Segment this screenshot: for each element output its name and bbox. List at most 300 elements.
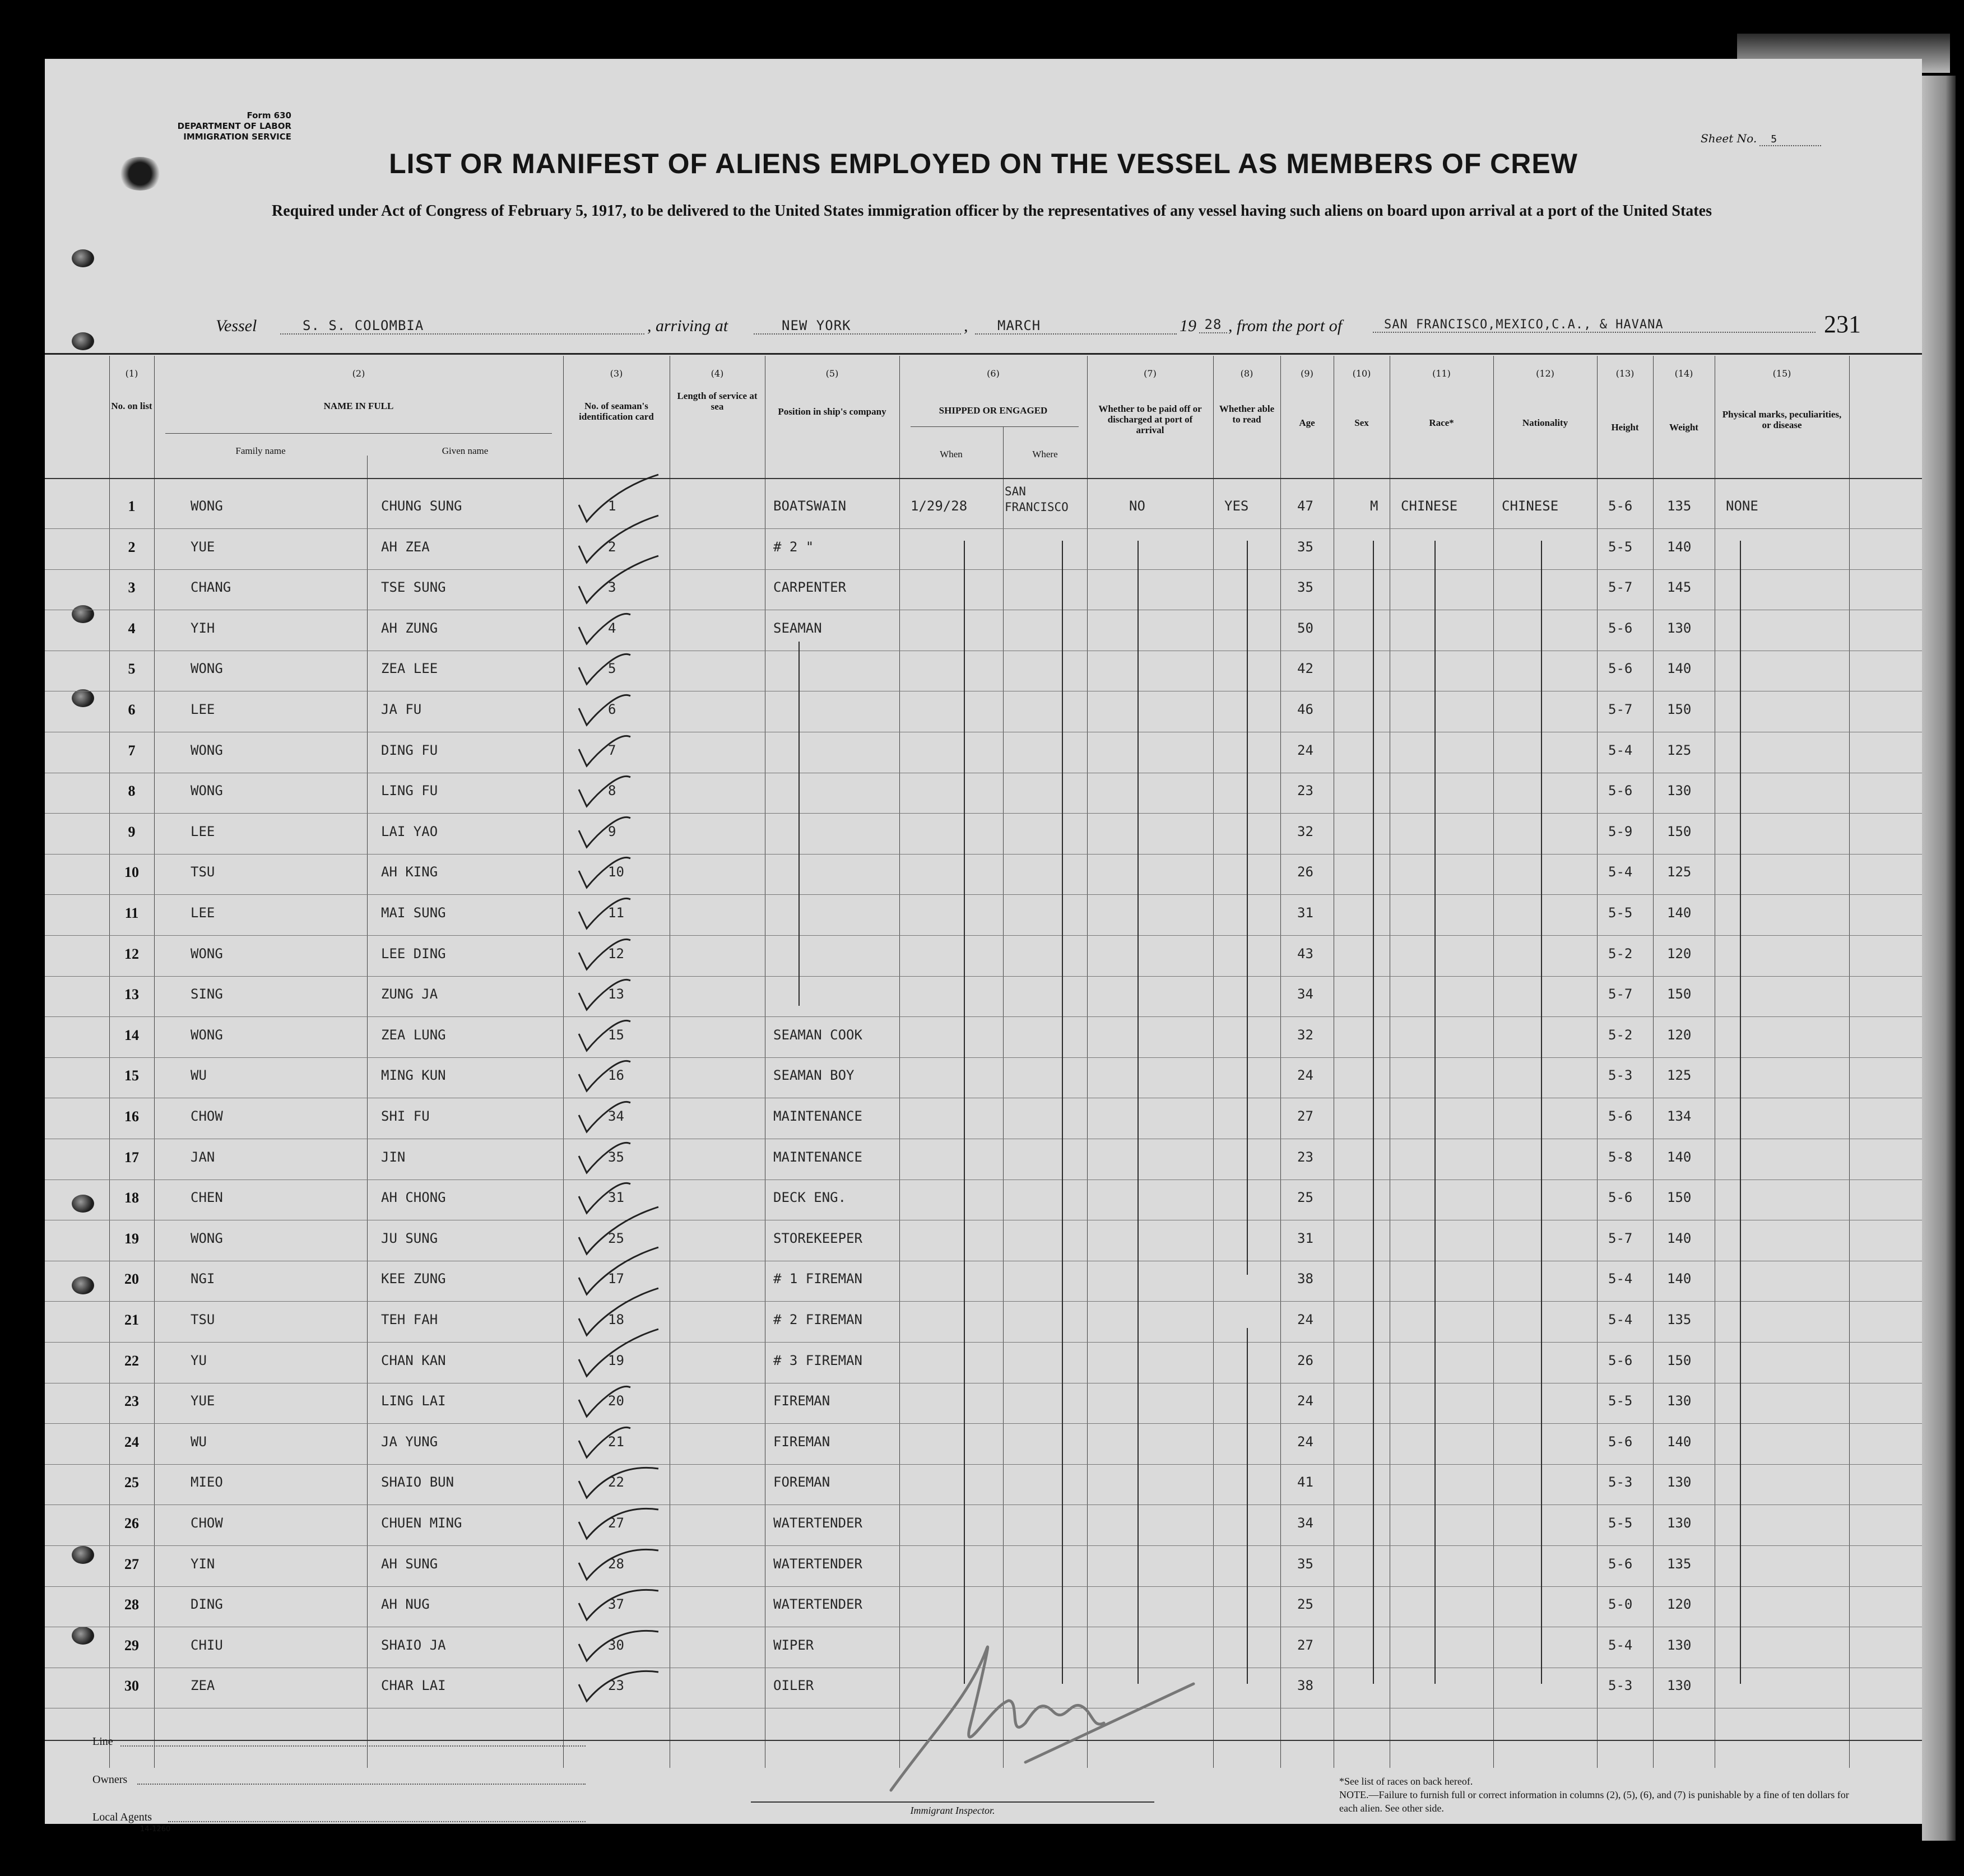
ditto-line <box>964 541 965 1684</box>
age: 35 <box>1297 538 1313 555</box>
year-prefix: 19 <box>1180 317 1196 335</box>
row-number: 5 <box>128 661 136 677</box>
family-name: WU <box>191 1067 207 1084</box>
family-name: CHEN <box>191 1190 223 1206</box>
row-number: 3 <box>128 579 136 596</box>
id-card-number: 18 <box>608 1312 624 1327</box>
height: 5-2 <box>1608 945 1633 962</box>
departure-ports: SAN FRANCISCO,MEXICO,C.A., & HAVANA <box>1373 318 1816 333</box>
row-number: 6 <box>128 702 136 718</box>
arrival-port: NEW YORK <box>754 318 961 335</box>
id-card-number: 19 <box>608 1352 624 1368</box>
header-weight: Weight <box>1669 422 1698 433</box>
weight: 125 <box>1667 864 1692 880</box>
row-rule <box>45 813 1922 814</box>
id-card-number: 35 <box>608 1149 624 1165</box>
nationality: CHINESE <box>1502 498 1559 514</box>
position: CARPENTER <box>773 579 847 596</box>
id-card-number: 30 <box>608 1637 624 1653</box>
age: 24 <box>1297 1393 1313 1409</box>
id-card-number: 3 <box>608 579 616 596</box>
age: 27 <box>1297 1637 1313 1653</box>
header-shipped: SHIPPED OR ENGAGED <box>939 405 1048 416</box>
id-card-number: 8 <box>608 783 616 799</box>
col-num-12: (12) <box>1536 368 1554 379</box>
weight: 135 <box>1667 1555 1692 1572</box>
given-name: LING LAI <box>381 1393 446 1409</box>
owners-label: Owners <box>92 1773 128 1786</box>
id-card-number: 22 <box>608 1474 624 1490</box>
height: 5-3 <box>1608 1474 1633 1490</box>
given-name: CHAR LAI <box>381 1678 446 1694</box>
col-num-2: (2) <box>352 368 365 379</box>
arrival-year: 28 <box>1199 317 1227 333</box>
given-name: MING KUN <box>381 1067 446 1084</box>
position: SEAMAN COOK <box>773 1027 862 1043</box>
row-number: 10 <box>124 864 139 881</box>
id-card-number: 28 <box>608 1555 624 1572</box>
height: 5-7 <box>1608 986 1633 1002</box>
family-name: YUE <box>191 538 215 555</box>
given-name: JU SUNG <box>381 1230 438 1246</box>
position: OILER <box>773 1678 814 1694</box>
age: 24 <box>1297 1312 1313 1327</box>
family-name: JAN <box>191 1149 215 1165</box>
weight: 150 <box>1667 1352 1692 1368</box>
family-name: ZEA <box>191 1678 215 1694</box>
weight: 130 <box>1667 1474 1692 1490</box>
row-number: 19 <box>124 1230 139 1247</box>
row-number: 7 <box>128 742 136 759</box>
given-name: SHI FU <box>381 1108 430 1124</box>
family-name: WONG <box>191 783 223 799</box>
col-num-6: (6) <box>987 368 1000 379</box>
age: 50 <box>1297 620 1313 636</box>
id-card-number: 17 <box>608 1271 624 1287</box>
page-title: LIST OR MANIFEST OF ALIENS EMPLOYED ON THE VESSEL AS MEMBERS OF CREW <box>389 148 1578 179</box>
given-name: KEE ZUNG <box>381 1271 446 1287</box>
given-name: ZUNG JA <box>381 986 438 1002</box>
col-num-11: (11) <box>1432 368 1451 379</box>
height: 5-5 <box>1608 538 1633 555</box>
id-card-number: 10 <box>608 864 624 880</box>
header-when: When <box>940 449 963 459</box>
id-card-number: 11 <box>608 905 624 921</box>
row-number: 18 <box>124 1190 139 1206</box>
age: 31 <box>1297 905 1313 921</box>
row-rule <box>45 854 1922 855</box>
id-card-number: 16 <box>608 1067 624 1084</box>
family-name: CHOW <box>191 1108 223 1124</box>
family-name: LEE <box>191 702 215 717</box>
id-card-number: 9 <box>608 823 616 839</box>
age: 26 <box>1297 864 1313 880</box>
height: 5-7 <box>1608 1230 1633 1246</box>
height: 5-3 <box>1608 1678 1633 1694</box>
age: 25 <box>1297 1596 1313 1613</box>
row-rule <box>45 976 1922 977</box>
given-name: AH SUNG <box>381 1555 438 1572</box>
height: 5-4 <box>1608 1637 1633 1653</box>
height: 5-6 <box>1608 1555 1633 1572</box>
row-rule <box>45 569 1922 570</box>
row-rule <box>45 528 1922 529</box>
given-name: CHUEN MING <box>381 1515 462 1531</box>
age: 35 <box>1297 579 1313 596</box>
weight: 150 <box>1667 1190 1692 1206</box>
line-field <box>120 1745 586 1747</box>
row-rule <box>45 1301 1922 1302</box>
family-name: LEE <box>191 905 215 921</box>
shipped-when: 1/29/28 <box>911 498 968 514</box>
height: 5-5 <box>1608 905 1633 921</box>
weight: 130 <box>1667 783 1692 799</box>
weight: 150 <box>1667 986 1692 1002</box>
row-number: 1 <box>128 498 136 514</box>
ditto-line <box>1373 541 1374 1684</box>
ditto-line <box>1740 541 1741 1684</box>
col-line <box>1213 356 1214 1768</box>
col-line <box>1597 356 1598 1768</box>
punch-hole <box>72 249 94 267</box>
id-card-number: 31 <box>608 1190 624 1206</box>
form-identifier <box>134 110 291 142</box>
family-name: MIEO <box>191 1474 223 1490</box>
weight: 150 <box>1667 702 1692 717</box>
position: DECK ENG. <box>773 1190 847 1206</box>
weight: 125 <box>1667 742 1692 758</box>
paper-edge-right <box>1922 76 1956 1841</box>
family-name: YUE <box>191 1393 215 1409</box>
id-card-number: 12 <box>608 945 624 962</box>
given-name: LEE DING <box>381 945 446 962</box>
col-line <box>1849 356 1850 1768</box>
weight: 120 <box>1667 945 1692 962</box>
age: 31 <box>1297 1230 1313 1246</box>
row-rule <box>45 1016 1922 1017</box>
owners-field <box>137 1784 586 1785</box>
row-number: 8 <box>128 783 136 800</box>
weight: 140 <box>1667 905 1692 921</box>
penalty-note: NOTE.—Failure to furnish full or correct information in columns (2), (5), (6), and (7) is punishable by a fine of ten dollars for each alien. See other side. <box>1339 1789 1849 1814</box>
header-paid-off: Whether to be paid off or discharged at port of arrival <box>1098 403 1202 435</box>
height: 5-7 <box>1608 579 1633 596</box>
row-number: 30 <box>124 1678 139 1694</box>
weight: 125 <box>1667 1067 1692 1084</box>
weight: 135 <box>1667 1312 1692 1327</box>
ditto-line <box>1247 1328 1248 1684</box>
height: 5-4 <box>1608 1271 1633 1287</box>
id-card-number: 25 <box>608 1230 624 1246</box>
sex: M <box>1370 498 1378 514</box>
given-name: AH NUG <box>381 1596 430 1613</box>
age: 41 <box>1297 1474 1313 1490</box>
id-card-number: 5 <box>608 661 616 677</box>
row-number: 28 <box>124 1596 139 1613</box>
id-card-number: 23 <box>608 1678 624 1694</box>
top-rule <box>45 353 1922 355</box>
weight: 135 <box>1667 498 1692 514</box>
height: 5-5 <box>1608 1393 1633 1409</box>
given-name: DING FU <box>381 742 438 758</box>
service-label: IMMIGRATION SERVICE <box>183 132 291 142</box>
row-number: 26 <box>124 1515 139 1531</box>
id-card-number: 6 <box>608 702 616 717</box>
given-name: SHAIO JA <box>381 1637 446 1653</box>
height: 5-2 <box>1608 1027 1633 1043</box>
line-label: Line <box>92 1735 113 1748</box>
check-mark-icon <box>574 1650 664 1711</box>
inspector-label: Immigrant Inspector. <box>910 1805 995 1816</box>
given-name: LING FU <box>381 783 438 799</box>
position: WATERTENDER <box>773 1515 862 1531</box>
race: CHINESE <box>1401 498 1458 514</box>
header-age: Age <box>1299 417 1315 428</box>
id-card-number: 34 <box>608 1108 624 1124</box>
family-name: TSU <box>191 1312 215 1327</box>
id-card-number: 2 <box>608 538 616 555</box>
ditto-line <box>1247 541 1248 1275</box>
given-name: AH ZUNG <box>381 620 438 636</box>
row-number: 14 <box>124 1027 139 1043</box>
col-num-7: (7) <box>1144 368 1157 379</box>
weight: 130 <box>1667 620 1692 636</box>
id-card-number: 1 <box>608 498 616 514</box>
weight: 120 <box>1667 1596 1692 1613</box>
given-name: AH KING <box>381 864 438 880</box>
age: 34 <box>1297 1515 1313 1531</box>
id-card-number: 37 <box>608 1596 624 1613</box>
age: 23 <box>1297 1149 1313 1165</box>
form-number: Form 630 <box>247 110 291 120</box>
position: FOREMAN <box>773 1474 830 1490</box>
age: 32 <box>1297 823 1313 839</box>
weight: 134 <box>1667 1108 1692 1124</box>
header-family-name: Family name <box>235 445 286 456</box>
age: 26 <box>1297 1352 1313 1368</box>
vessel-name: S. S. COLOMBIA <box>280 318 644 335</box>
header-able-read: Whether able to read <box>1219 403 1275 425</box>
family-name: WONG <box>191 742 223 758</box>
family-name: YU <box>191 1352 207 1368</box>
height: 5-8 <box>1608 1149 1633 1165</box>
family-name: WU <box>191 1433 207 1450</box>
height: 5-6 <box>1608 783 1633 799</box>
header-height: Height <box>1611 422 1639 433</box>
given-name: TSE SUNG <box>381 579 446 596</box>
page-subtitle: Required under Act of Congress of February 5, 1917, to be delivered to the United States immigration officer by the representatives of any vessel having such aliens on board upon arrival at a port of the United States <box>272 202 1712 220</box>
position: FIREMAN <box>773 1393 830 1409</box>
crew-table <box>45 356 1922 1768</box>
given-name: SHAIO BUN <box>381 1474 454 1490</box>
position: # 2 FIREMAN <box>773 1312 862 1327</box>
row-number: 12 <box>124 945 139 962</box>
col-line <box>1003 426 1004 1768</box>
age: 42 <box>1297 661 1313 677</box>
col-line <box>1087 356 1088 1768</box>
family-name: WONG <box>191 498 223 514</box>
id-card-number: 15 <box>608 1027 624 1043</box>
punch-hole <box>72 332 94 350</box>
position: FIREMAN <box>773 1433 830 1450</box>
height: 5-6 <box>1608 1190 1633 1206</box>
col-line <box>154 356 155 1768</box>
col-line <box>899 356 900 1768</box>
ditto-line <box>1434 541 1436 1684</box>
id-card-number: 20 <box>608 1393 624 1409</box>
family-name: YIH <box>191 620 215 636</box>
col-num-14: (14) <box>1674 368 1693 379</box>
header-length-service: Length of service at sea <box>677 391 758 412</box>
family-name: LEE <box>191 823 215 839</box>
height: 5-7 <box>1608 702 1633 717</box>
physical-marks: NONE <box>1726 498 1758 514</box>
age: 27 <box>1297 1108 1313 1124</box>
age: 24 <box>1297 1433 1313 1450</box>
position: # 3 FIREMAN <box>773 1352 862 1368</box>
race-note: *See list of races on back hereof. <box>1339 1776 1473 1787</box>
position: WATERTENDER <box>773 1555 862 1572</box>
id-card-number: 7 <box>608 742 616 758</box>
position: WIPER <box>773 1637 814 1653</box>
position: MAINTENANCE <box>773 1149 862 1165</box>
header-where: Where <box>1032 449 1058 459</box>
family-name: WONG <box>191 945 223 962</box>
col-num-5: (5) <box>825 368 839 379</box>
row-number: 27 <box>124 1555 139 1572</box>
weight: 140 <box>1667 661 1692 677</box>
height: 5-6 <box>1608 1352 1633 1368</box>
weight: 150 <box>1667 823 1692 839</box>
age: 38 <box>1297 1271 1313 1287</box>
header-race: Race* <box>1429 417 1454 428</box>
height: 5-6 <box>1608 620 1633 636</box>
row-number: 23 <box>124 1393 139 1410</box>
sheet-number <box>1701 132 1874 146</box>
row-rule <box>45 935 1922 936</box>
ditto-line <box>1062 541 1063 1684</box>
col-line <box>1653 356 1654 1768</box>
header-nationality: Nationality <box>1522 417 1568 428</box>
row-rule <box>45 1586 1922 1587</box>
header-given-name: Given name <box>442 445 489 456</box>
position: BOATSWAIN <box>773 498 847 514</box>
height: 5-3 <box>1608 1067 1633 1084</box>
row-rule <box>45 1057 1922 1058</box>
row-rule <box>45 894 1922 895</box>
col-num-1: (1) <box>125 368 138 379</box>
paid-off: NO <box>1129 498 1145 514</box>
row-rule <box>45 1504 1922 1505</box>
age: 38 <box>1297 1678 1313 1694</box>
position: # 2 " <box>773 538 814 555</box>
header-no-on-list: No. on list <box>111 401 152 411</box>
family-name: SING <box>191 986 223 1002</box>
weight: 130 <box>1667 1637 1692 1653</box>
position: SEAMAN BOY <box>773 1067 855 1084</box>
given-name: CHAN KAN <box>381 1352 446 1368</box>
arriving-label: , arriving at <box>647 317 728 335</box>
row-rule <box>45 1545 1922 1546</box>
row-rule <box>45 1423 1922 1424</box>
col-line <box>109 356 110 1768</box>
height: 5-9 <box>1608 823 1633 839</box>
from-port-label: , from the port of <box>1228 317 1343 335</box>
given-name: CHUNG SUNG <box>381 498 462 514</box>
given-name: ZEA LUNG <box>381 1027 446 1043</box>
id-card-number: 21 <box>608 1433 624 1450</box>
col-line <box>1493 356 1494 1768</box>
row-number: 21 <box>124 1312 139 1328</box>
given-name: AH CHONG <box>381 1190 446 1206</box>
id-card-number: 27 <box>608 1515 624 1531</box>
row-number: 9 <box>128 823 136 840</box>
col-num-9: (9) <box>1301 368 1313 379</box>
height: 5-6 <box>1608 1108 1633 1124</box>
header-id-card: No. of seaman's identification card <box>579 401 654 422</box>
family-name: NGI <box>191 1271 215 1287</box>
height: 5-0 <box>1608 1596 1633 1613</box>
weight: 130 <box>1667 1393 1692 1409</box>
row-number: 11 <box>124 905 139 921</box>
header-sex: Sex <box>1354 417 1369 428</box>
header-position: Position in ship's company <box>778 406 886 417</box>
sheet-label: Sheet No. <box>1701 132 1757 145</box>
id-card-number: 4 <box>608 620 616 636</box>
weight: 140 <box>1667 1433 1692 1450</box>
weight: 120 <box>1667 1027 1692 1043</box>
department-label: DEPARTMENT OF LABOR <box>177 121 291 131</box>
weight: 140 <box>1667 1149 1692 1165</box>
family-name: WONG <box>191 1027 223 1043</box>
given-name: ZEA LEE <box>381 661 438 677</box>
position: # 1 FIREMAN <box>773 1271 862 1287</box>
weight: 140 <box>1667 538 1692 555</box>
row-number: 29 <box>124 1637 139 1654</box>
height: 5-4 <box>1608 742 1633 758</box>
given-name: JA FU <box>381 702 422 717</box>
weight: 130 <box>1667 1515 1692 1531</box>
family-name: DING <box>191 1596 223 1613</box>
row-rule <box>45 1342 1922 1343</box>
row-number: 17 <box>124 1149 139 1165</box>
height: 5-6 <box>1608 498 1633 514</box>
weight: 145 <box>1667 579 1692 596</box>
height: 5-6 <box>1608 1433 1633 1450</box>
family-name: TSU <box>191 864 215 880</box>
height: 5-4 <box>1608 1312 1633 1327</box>
family-name: WONG <box>191 1230 223 1246</box>
row-number: 25 <box>124 1474 139 1491</box>
form-code: 14-1260 <box>140 1825 171 1833</box>
age: 32 <box>1297 1027 1313 1043</box>
col-num-10: (10) <box>1352 368 1371 379</box>
family-name: CHIU <box>191 1637 223 1653</box>
able-to-read: YES <box>1224 498 1249 514</box>
weight: 140 <box>1667 1230 1692 1246</box>
family-name: YIN <box>191 1555 215 1572</box>
agents-field <box>168 1821 586 1822</box>
age: 35 <box>1297 1555 1313 1572</box>
height: 5-5 <box>1608 1515 1633 1531</box>
family-name: WONG <box>191 661 223 677</box>
col-num-8: (8) <box>1240 368 1253 379</box>
row-number: 24 <box>124 1433 139 1450</box>
row-number: 22 <box>124 1352 139 1369</box>
col-num-3: (3) <box>610 368 623 379</box>
age: 24 <box>1297 1067 1313 1084</box>
row-number: 4 <box>128 620 136 637</box>
